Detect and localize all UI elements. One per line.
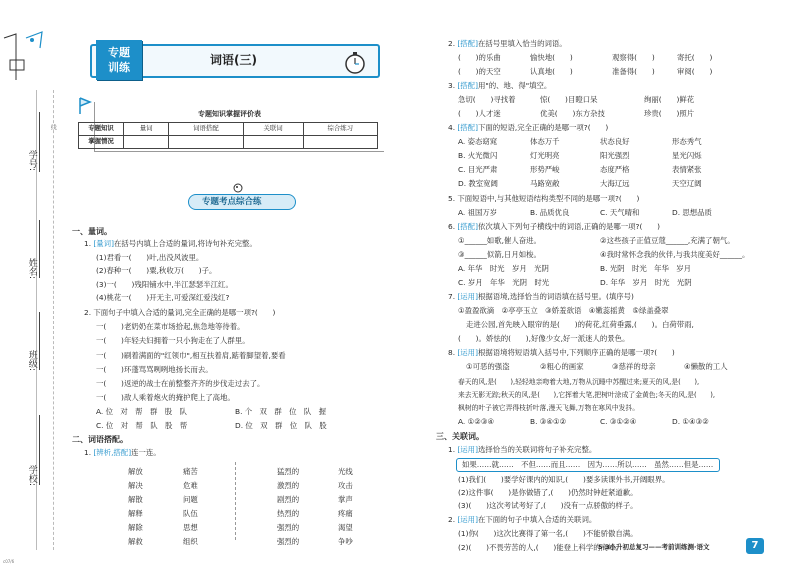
q8-prompt: 8. [运用]根据语境将短语填入括号中,下列顺序正确的是哪一项?( ): [448, 348, 675, 357]
s3q2-item[interactable]: (2)( )不畏劳苦的人,( )能登上科学的高峰。: [458, 543, 623, 552]
match-word[interactable]: 强烈的: [277, 537, 300, 546]
q8-word: ①可恶的强盗: [466, 362, 510, 371]
eval-cell: 综合练习: [303, 123, 377, 136]
q2-cell[interactable]: 寄托( ): [677, 53, 713, 62]
match-word[interactable]: 热烈的: [277, 509, 300, 518]
name-line: [39, 220, 40, 278]
q2-text: 在括号里填入恰当的词语。: [477, 39, 567, 48]
eval-table: [78, 122, 378, 149]
q4-cell[interactable]: B. 火光微闪: [458, 151, 498, 160]
s1q1-item[interactable]: (3)一( )残阳铺水中,半江瑟瑟半江红。: [96, 280, 233, 289]
match-word[interactable]: 攻击: [338, 481, 353, 490]
match-word[interactable]: 猛烈的: [277, 467, 300, 476]
section1-heading: 一、量词。: [72, 227, 112, 236]
q2-cell[interactable]: ( )的天空: [458, 67, 501, 76]
class-label: 班级:: [26, 350, 37, 372]
eval-cell: 掌握情况: [79, 136, 124, 149]
banner-text: 专题考点综合练: [202, 197, 262, 207]
q2-prompt: 2. [搭配]在括号里填入恰当的词语。: [448, 39, 567, 48]
q2-cell[interactable]: 愉快地( ): [530, 53, 573, 62]
q6-sentence[interactable]: ④我时常怀念我的伙伴,与我共度美好______。: [600, 250, 750, 259]
eval-cell: 量词: [124, 123, 169, 136]
q8-word: ②粗心的画家: [540, 362, 584, 371]
eval-cell: 专题知识: [79, 123, 124, 136]
stopwatch-icon: [342, 50, 368, 79]
match-left-col2: [183, 465, 198, 549]
eval-row-status: [79, 136, 378, 149]
q6-option[interactable]: A. 年华 时光 岁月 光阴: [458, 264, 549, 273]
q6-option[interactable]: D. 年华 岁月 时光 光阴: [600, 278, 692, 287]
topic-badge: [96, 40, 142, 80]
footer-text: 5·3小升初总复习——考前训练测·语文: [598, 543, 710, 551]
s1q2-item[interactable]: 一( )环蓬骂骂咧咧地扬长而去。: [96, 365, 213, 374]
q4-cell[interactable]: C. 目光严肃: [458, 165, 498, 174]
q7-text: 根据语境,选择恰当的词语填在括号里。(填序号): [477, 292, 634, 301]
q8-option[interactable]: A. ①②③④: [458, 417, 495, 426]
s2q1-text: 连一连。: [131, 448, 161, 457]
student-no-label: 学号:: [26, 150, 37, 172]
match-word[interactable]: 解救: [128, 537, 143, 546]
q3-cell[interactable]: ( )人才迷: [458, 109, 501, 118]
match-word[interactable]: 疼痛: [338, 509, 353, 518]
match-word[interactable]: 队伍: [183, 509, 198, 518]
q6-option[interactable]: C. 岁月 年华 光阴 时光: [458, 278, 550, 287]
q4-cell: 形势严峻: [530, 165, 560, 174]
q3-prompt: 3. [搭配]用"的、地、得"填空。: [448, 81, 552, 90]
badge-line1: 专题: [108, 46, 130, 59]
s3q1-item[interactable]: (2)这件事( )是你做错了,( )仍然时钟赶紧道歉。: [458, 488, 638, 497]
q4-cell[interactable]: A. 姿态窈窕: [458, 137, 498, 146]
page-title: 词语(三): [210, 53, 257, 67]
match-word[interactable]: 争吵: [338, 537, 353, 546]
q2-cell[interactable]: 认真地( ): [530, 67, 573, 76]
s1q2-item[interactable]: 一( )敌人乘着炮火的掩护爬上了高地。: [96, 393, 235, 402]
s1q2-option[interactable]: C. 位 对 帮 队 股 帮: [96, 421, 188, 430]
s3q1-item[interactable]: (1)我们( )要学好课内的知识,( )要多读课外书,开阔眼界。: [458, 475, 670, 484]
q4-cell: 灯光明亮: [530, 151, 560, 160]
q5-prompt: 5. 下面短语中,与其他短语结构类型不同的是哪一项?( ): [448, 194, 640, 203]
q6-tag: [搭配]: [457, 222, 478, 231]
s3q1-text: 选择恰当的关联词将句子补充完整。: [477, 445, 597, 454]
s1q1-prompt: 1. [量词]在括号内填上合适的量词,将诗句补充完整。: [84, 239, 257, 248]
q7-tag: [运用]: [457, 292, 478, 301]
match-word[interactable]: 剧烈的: [277, 495, 300, 504]
eval-input-cell[interactable]: [243, 136, 303, 149]
q3-cell[interactable]: 急切( )寻找着: [458, 95, 516, 104]
q8-option[interactable]: D. ①④③②: [672, 417, 709, 426]
q5-option[interactable]: C. 天气晴和: [600, 208, 640, 217]
q7-prompt: 7. [运用]根据语境,选择恰当的词语填在括号里。(填序号): [448, 292, 634, 301]
q2-cell[interactable]: 准备得( ): [612, 67, 655, 76]
q4-cell[interactable]: D. 教室宽阔: [458, 179, 498, 188]
s3q2-text: 在下面的句子中填入合适的关联词。: [477, 515, 597, 524]
eval-title: 专题知识掌握评价表: [198, 110, 261, 118]
s3q1-prompt: 1. [运用]选择恰当的关联词将句子补充完整。: [448, 445, 597, 454]
s1q2-item[interactable]: 一( )老奶奶在菜市场拾起,焦急地等待着。: [96, 322, 245, 331]
q8-word: ④懒散的工人: [684, 362, 728, 371]
q4-cell: 大海辽远: [600, 179, 630, 188]
q5-option[interactable]: A. 祖国万岁: [458, 208, 498, 217]
badge-line2: 训练: [108, 61, 130, 74]
eval-input-cell[interactable]: [169, 136, 243, 149]
q5-option[interactable]: D. 思想品质: [672, 208, 712, 217]
q4-text: 下面的短语,完全正确的是哪一项?( ): [477, 123, 609, 132]
match-word[interactable]: 激烈的: [277, 481, 300, 490]
s3q2-tag: [运用]: [457, 515, 478, 524]
q4-prompt: 4. [搭配]下面的短语,完全正确的是哪一项?( ): [448, 123, 609, 132]
q3-text: 用"的、地、得"填空。: [477, 81, 552, 90]
tiny-code: c07/6: [3, 559, 15, 564]
s1q2-option[interactable]: B. 个 双 群 位 队 握: [235, 407, 327, 416]
q7-line[interactable]: 走进公园,首先映入眼帘的是( )的荷花,红荷垂露,( )。白荷带雨,: [466, 320, 694, 329]
s1q1-item[interactable]: (2)春种一( )粟,秋收万( )子。: [96, 266, 217, 275]
q6-sentence[interactable]: ①______如歌,催人奋进。: [458, 236, 541, 245]
q7-line[interactable]: ( )。娇怯的( ),好像少女,好一派迷人的景色。: [458, 334, 630, 343]
match-word[interactable]: 解释: [128, 509, 143, 518]
s3q1-item[interactable]: (3)( )这次考试考好了,( )没有一点骄傲的样子。: [458, 501, 638, 510]
s1q2-item[interactable]: 一( )返逆的战士在前整整齐齐的步伐走过去了。: [96, 379, 265, 388]
fold-dash-line: [53, 90, 54, 550]
q4-cell: 天空辽阔: [672, 179, 702, 188]
match-right-col2: [338, 465, 353, 549]
s1q1-item[interactable]: (1)君看一( )叶,出没风波里。: [96, 253, 204, 262]
q3-cell[interactable]: 惊( )目瞪口呆: [540, 95, 598, 104]
header: [90, 40, 386, 80]
match-word[interactable]: 掌声: [338, 495, 353, 504]
match-word[interactable]: 思想: [183, 523, 198, 532]
match-word[interactable]: 解散: [128, 495, 143, 504]
s1q1-text: 在括号内填上合适的量词,将诗句补充完整。: [113, 239, 257, 248]
q8-passage: 枫树的叶子被它弄得枝折叶落,漫天飞舞,万物在寒风中发抖。: [458, 404, 640, 412]
q6-option[interactable]: B. 光阴 时光 年华 岁月: [600, 264, 692, 273]
q6-text: 依次填入下列句子横线中的词语,正确的是哪一项?( ): [477, 222, 660, 231]
q2-cell[interactable]: ( )的乐曲: [458, 53, 501, 62]
eval-cell: 词语搭配: [169, 123, 243, 136]
q3-cell[interactable]: 珍贵( )照片: [644, 109, 695, 118]
doodle-icon: [2, 30, 44, 86]
school-line: [39, 415, 40, 485]
s1q2-item[interactable]: 一( )年轻夫妇拥着一只小狗走在了人群里。: [96, 336, 250, 345]
eval-flag-icon: [78, 96, 92, 119]
q4-cell: 阳光强烈: [600, 151, 630, 160]
s1q2-option[interactable]: D. 位 双 群 位 队 股: [235, 421, 327, 430]
s2q1-tag: [辨析,搭配]: [93, 448, 132, 457]
s1q1-item[interactable]: (4)桃花一( )开无主,可爱深红爱浅红?: [96, 293, 230, 302]
q4-cell: 状态良好: [600, 137, 630, 146]
s1q2-item[interactable]: 一( )刷着满面的"红领巾",相互扶着肩,踮着脚望着,要看: [96, 351, 286, 360]
name-label: 姓名:: [26, 258, 37, 280]
q8-option[interactable]: B. ③④①②: [530, 417, 567, 426]
match-right-col1: [277, 465, 299, 549]
q4-cell: 马路宽敞: [530, 179, 560, 188]
match-left-col1: [128, 465, 143, 549]
q5-option[interactable]: B. 品质优良: [530, 208, 570, 217]
q8-option[interactable]: C. ③①②④: [600, 417, 637, 426]
match-word[interactable]: 解除: [128, 523, 143, 532]
q3-cell[interactable]: 绚丽( )鲜花: [644, 95, 695, 104]
q3-tag: [搭配]: [457, 81, 478, 90]
match-word[interactable]: 强烈的: [277, 523, 300, 532]
q8-word: ③慈祥的母亲: [612, 362, 656, 371]
eval-row-header: [79, 123, 378, 136]
q4-tag: [搭配]: [457, 123, 478, 132]
s3q1-word-bank: 如果……就…… 不但……而且…… 因为……所以…… 虽然……但是……: [462, 460, 714, 469]
eval-cell: 关联词: [243, 123, 303, 136]
q6-sentence[interactable]: ③______似箭,日月如梭。: [458, 250, 541, 259]
match-divider: [235, 462, 236, 540]
section3-heading: 三、关联词。: [436, 432, 484, 441]
q4-cell: 态度严格: [600, 165, 630, 174]
q4-cell: 形态秀气: [672, 137, 702, 146]
q3-cell[interactable]: 优美( )东方杂技: [540, 109, 605, 118]
q8-tag: [运用]: [457, 348, 478, 357]
match-word[interactable]: 渴望: [338, 523, 353, 532]
q2-tag: [搭配]: [457, 39, 478, 48]
q7-word-bank: ①盈盈欲滴 ②亭亭玉立 ③娇羞欲语 ④嫩蕊摇黄 ⑤绿盖叠翠: [458, 306, 669, 315]
eval-input-cell[interactable]: [303, 136, 377, 149]
class-line: [39, 312, 40, 370]
page-number: 7: [751, 540, 759, 551]
match-word[interactable]: 光线: [338, 467, 353, 476]
eval-input-cell[interactable]: [124, 136, 169, 149]
page-number-badge: [746, 538, 764, 554]
match-word[interactable]: 危难: [183, 481, 198, 490]
corner-doodle: [2, 30, 44, 86]
match-word[interactable]: 解决: [128, 481, 143, 490]
match-word[interactable]: 问题: [183, 495, 198, 504]
q4-cell: 星光闪烁: [672, 151, 702, 160]
q6-prompt: 6. [搭配]依次填入下列句子横线中的词语,正确的是哪一项?( ): [448, 222, 660, 231]
section2-heading: 二、词语搭配。: [72, 435, 128, 444]
q4-cell: 体态万千: [530, 137, 560, 146]
match-word[interactable]: 解放: [128, 467, 143, 476]
q8-text: 根据语境将短语填入括号中,下列顺序正确的是哪一项?( ): [477, 348, 675, 357]
s3q1-tag: [运用]: [457, 445, 478, 454]
school-label: 学校:: [26, 465, 37, 487]
q8-passage[interactable]: 来去无影无踪;秋天的风,是( ),它挥着大笔,把树叶涂成了金黄色;冬天的风,是( ),: [458, 391, 716, 399]
fold-mark: 线: [49, 124, 57, 130]
s1q1-tag: [量词]: [93, 239, 114, 248]
match-word[interactable]: 痛苦: [183, 467, 198, 476]
s3q2-prompt: 2. [运用]在下面的句子中填入合适的关联词。: [448, 515, 597, 524]
q2-cell[interactable]: 审阅( ): [677, 67, 713, 76]
match-word[interactable]: 组织: [183, 537, 198, 546]
q8-passage[interactable]: 春天的风,是( ),轻轻地亲吻着大地,万物从沉睡中苏醒过来;夏天的风,是( ),: [458, 378, 700, 386]
q6-sentence[interactable]: ②这些孩子正值豆蔻______,充满了朝气。: [600, 236, 735, 245]
s2q1-prompt: 1. [辨析,搭配]连一连。: [84, 448, 161, 457]
q2-cell[interactable]: 观察得( ): [612, 53, 655, 62]
student-no-line: [39, 112, 40, 172]
s1q2-option[interactable]: A. 位 对 帮 群 股 队: [96, 407, 187, 416]
q4-cell: 表情紧张: [672, 165, 702, 174]
s3q2-item[interactable]: (1)你( )这次比赛得了第一名,( )不能骄傲自满。: [458, 529, 638, 538]
s1q2-prompt: 2. 下面句子中填入合适的量词,完全正确的是哪一项?( ): [84, 308, 276, 317]
